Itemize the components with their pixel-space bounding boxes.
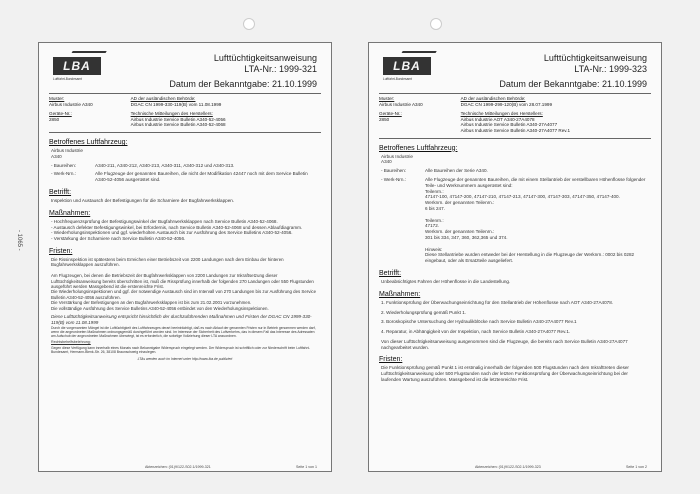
hersteller-label: Technische Mitteilungen des Herstellers: [460, 111, 543, 117]
betrifft-text: Inspektion und Austausch der Befestigungen für die Scharniere der Bugfahrwerksklappen. [51, 197, 235, 203]
werknr-row [381, 177, 649, 264]
massnahmen-item: 3. Boroskopische Untersuchung der Hydraulikblöcke nach Service Bulletin A340-27A4077 Rev.1 [381, 319, 577, 325]
werknr-value: Alle Flugzeuge der genannten Baureihen, die mit einem Stellantrieb der verstellbaren Höhenflosse folgender Teile- und Werknummern ausgerüstet sind: Teilenrn.: 47147-100, 47147-200, 47147-210, 47147-213, 47147-300, 47147-303, 47147-350, 47147-400. Werknrn. der genannten Teilenrn.: 6 bis 247. Teilenrn.: 47172. Werknrn. der genannten Teilenrn.: 301 bis 334, 347, 360, 362,365 und 374. Hinweis: Diese Stellantriebe wurden entweder bei der Herstellung in die Flugzeuge der Werknrn.: 0002 bis 0282 eingebaut, oder als Ersatzteile ausgeliefert. [425, 176, 646, 264]
massnahmen-item: 1. Funktionsprüfung der Überwachungseinrichtung für den Stellantrieb der Höhenflosse nach AOT A340-27A4078. [381, 299, 614, 305]
small-print: Durch die vorgenannten Mängel ist die Lufttüchtigkeit des Luftfahrzeuges derart beeinträchtigt, daß es nach Ablauf der genannten Fristen nur in Betrieb genommen werden darf, wenn die angeordneten Maßnahmen ordnungsgemäß durchgeführt worden sind. Im Interesse der Sicherheit des Luftverkehrs, das in diesem Fall das Interesse des Adressaten am Aufschub der angeordneten Maßnahmen überwiegt, ist es erforderlich, die sofortige Vollziehung dieser LTA anzuordnen. [51, 325, 316, 338]
title-line-2: LTA-Nr.: 1999-323 [574, 64, 647, 74]
baureihen-label: - Baureihen: [381, 168, 407, 174]
punch-hole-left [243, 18, 255, 30]
hersteller-value: Airbus Industrie AOT A340-27A4078 Airbus Industrie Service Bulletin A340-27A4077 Airbus Industrie Service Bulletin A340-27A4077 Rev.1 [460, 116, 571, 133]
title-line-1: Lufttüchtigkeitsanweisung [213, 53, 317, 63]
geraete-label: Geräte-Nr.: [379, 111, 402, 117]
document-page-right [368, 42, 662, 472]
baureihen-row [51, 163, 319, 169]
betroffenes-title: Betroffenes Luftfahrzeug: [379, 144, 458, 152]
logo-text: LBA [53, 57, 101, 75]
baureihen-value: A340-211, A340-212, A340-213, A340-311, A340-312 und A340-313. [95, 162, 235, 168]
fristen-text: Die Funktionsprüfung gemäß Punkt 1 ist erstmalig innerhalb der folgenden 500 Flugstunden nach dem Inkrafttreten dieser Lufttüchtigkeitsanweisung oder 500 Flugstunden nach der letzten Funktionsprüfung der Überwachungseinrichtung bei der laufenden Wartung auszuführen. Massgebend ist die letztenreichte Frist. [381, 365, 629, 383]
behoerde-value: DGAC CN 1999-299-120(B) vom 28.07.1999 [460, 101, 553, 107]
footer-aktenzeichen: Aktenzeichen: (01)9/122-S02.1/1999-323 [475, 465, 541, 469]
behoerde-label: AD der ausländischen Behörde: [460, 96, 526, 101]
document-page-left [38, 42, 332, 472]
werknr-label: - Werk-Nrn.: [51, 171, 76, 177]
publication-date: Datum der Bekanntgabe: 21.10.1999 [169, 79, 317, 89]
info-block [49, 96, 321, 132]
muster-label: Muster: [379, 96, 395, 101]
page-header [369, 43, 661, 93]
title-line-1: Lufttüchtigkeitsanweisung [543, 53, 647, 63]
internet-text: LTAs werden auch im Internet unter http://www.lba.de publiziert [137, 357, 233, 362]
baureihen-label: - Baureihen: [51, 162, 77, 168]
rechts-text: Gegen diese Verfügung kann innerhalb eines Monats nach Bekanntgabe Widerspruch eingelegt werden. Der Widerspruch ist schriftlich oder zur Niederschrift beim Luftfahrt-Bundesamt, Hermann-Blenk-Str. 26, 38108 Braunschweig einzulegen. [51, 346, 310, 355]
footer-page-number: Seite 1 von 1 [296, 465, 317, 469]
betroffenes-text: Airbus Industrie A340 [51, 147, 83, 159]
muster-label: Muster: [49, 96, 65, 101]
logo-subtitle: Luftfahrt-Bundesamt [383, 77, 412, 81]
geraete-value: 2850 [49, 116, 60, 122]
divider [379, 93, 651, 94]
footer-aktenzeichen: Aktenzeichen: (01)9/122-S02.1/1999-321 [145, 465, 211, 469]
rechts-title: Rechtsbehelfsbelehrung: [51, 340, 91, 345]
footer-page-number: Seite 1 von 2 [626, 465, 647, 469]
title-line-2: LTA-Nr.: 1999-321 [244, 64, 317, 74]
lba-logo [383, 51, 435, 83]
page-header [39, 43, 331, 93]
divider [49, 93, 321, 94]
werknr-label: - Werk-Nrn.: [381, 176, 406, 182]
baureihen-row [381, 168, 649, 174]
massnahmen-title: Maßnahmen: [379, 290, 421, 298]
divider [49, 132, 321, 133]
massnahmen-item: 4. Reparatur, in Abhängigkeit von der Inspektion, nach Service Bulletin A340-27A4077 Rev.1. [381, 329, 571, 335]
massnahmen-list [381, 300, 649, 335]
muster-value: Airbus Industrie A340 [379, 101, 423, 107]
note-text: Diese Lufttüchtigkeitsanweisung entspricht hinsichtlich der durchzuführenden Maßnahmen und Fristen der DGAC CN 1999-330-119(B) vom 11.08.1999 [51, 314, 312, 325]
betrifft-title: Betrifft: [379, 269, 402, 277]
info-block [379, 96, 651, 138]
behoerde-label: AD der ausländischen Behörde: [130, 96, 196, 101]
lba-logo [53, 51, 105, 83]
logo-subtitle: Luftfahrt-Bundesamt [53, 77, 82, 81]
baureihen-value: Alle Baureihen der Serie A340. [425, 168, 488, 174]
fristen-text: Die Rissinspektion ist spätestens beim Erreichen einer Betriebszeit von 2200 Landungen nach dem Einbau der hinteren Bugfahrwerksklappen auszuführen. Am Flugzeugen, bei denen die Betriebszeit der Bugfahrwerksklappen von 2200 Landungen zur Inkraftsetzung dieser Lufttüchtigkeitsanweisung bereits überschritten ist, muß die Rissprüfung innerhalb der folgenden 270 Landungen oder 550 Flugstunden ausgeführt werden Massgebend ist die erstenreichte Frist. Die Wiederholungsinspektionen und ggf. der notwendige Austausch sind im Intervall von 270 Landungen bis zur Ausführung des Service Bulletin A340-52-4056 auszuführen. Die Verstärkung der Befestigungen an den Bugfahrwerksklappen ist bis zum 21.02.2001 vorzunehmen. Die vollständige Ausführung des Service Bulletins A340-52-4056 entbindet von den Wiederholungsinspektionen. [51, 256, 317, 311]
publication-date: Datum der Bekanntgabe: 21.10.1999 [499, 79, 647, 89]
massnahmen-item: 2. Wiederholungsprüfung gemäß Punkt 1. [381, 309, 467, 315]
fristen-title: Fristen: [49, 247, 73, 255]
hersteller-label: Technische Mitteilungen des Herstellers: [130, 111, 213, 117]
muster-value: Airbus Industrie A340 [49, 101, 93, 107]
betrifft-text: Unbeabsichtigtes Fahren der Höhenflosse in die Landestellung. [381, 278, 511, 284]
punch-hole-right [430, 18, 442, 30]
massnahmen-title: Maßnahmen: [49, 209, 91, 217]
fristen-title: Fristen: [379, 356, 403, 364]
divider [379, 138, 651, 139]
document-title [214, 53, 317, 75]
betroffenes-text: Airbus Industrie A340 [381, 153, 413, 165]
document-title [544, 53, 647, 75]
geraete-label: Geräte-Nr.: [49, 111, 72, 117]
betroffenes-title: Betroffenes Luftfahrzeug: [49, 138, 128, 146]
geraete-value: 2850 [379, 116, 390, 122]
hersteller-value: Airbus Industrie Service Bulletin A340-52-4056 Airbus Industrie Service Bulletin A340-52-4068 [130, 116, 226, 128]
side-page-number: - 1065 - [16, 230, 22, 251]
massnahmen-after: Von dieser Lufttüchtigkeitsanweisung ausgenommen sind die Flugzeuge, die bereits nach Service Bulletin A340-27A4077 nachgearbeitet wurden. [381, 338, 628, 350]
werknr-row [51, 171, 319, 183]
betrifft-title: Betrifft: [49, 188, 72, 196]
behoerde-value: DGAC CN 1999-330-119(B) vom 11.08.1999 [130, 101, 222, 107]
logo-text: LBA [383, 57, 431, 75]
werknr-value: Alle Flugzeuge der genannten Baureihen, die nicht der Modifikation 42447 noch mit dem Service Bulletin A340-52-4056 ausgerüstet sind. [95, 171, 308, 183]
massnahmen-text: - Hochfrequenzsprüfung der Befestigungswinkel der Bugfahrwerksklappen nach Service Bulletin A340-52-4068. - Austausch defekter Befestigungswinkel, bei Erfordernis, nach Service Bulletin A340-52-4068 und dessen Ablaufdiagramm. - Wiederholungsinspektionen und ggf. wiederholten Austausch bis zur Ausführung des Service Bulletins A340-52-4056. - Verstärkung der Scharniere nach Service Bulletin A340-52-4056. [51, 218, 303, 242]
